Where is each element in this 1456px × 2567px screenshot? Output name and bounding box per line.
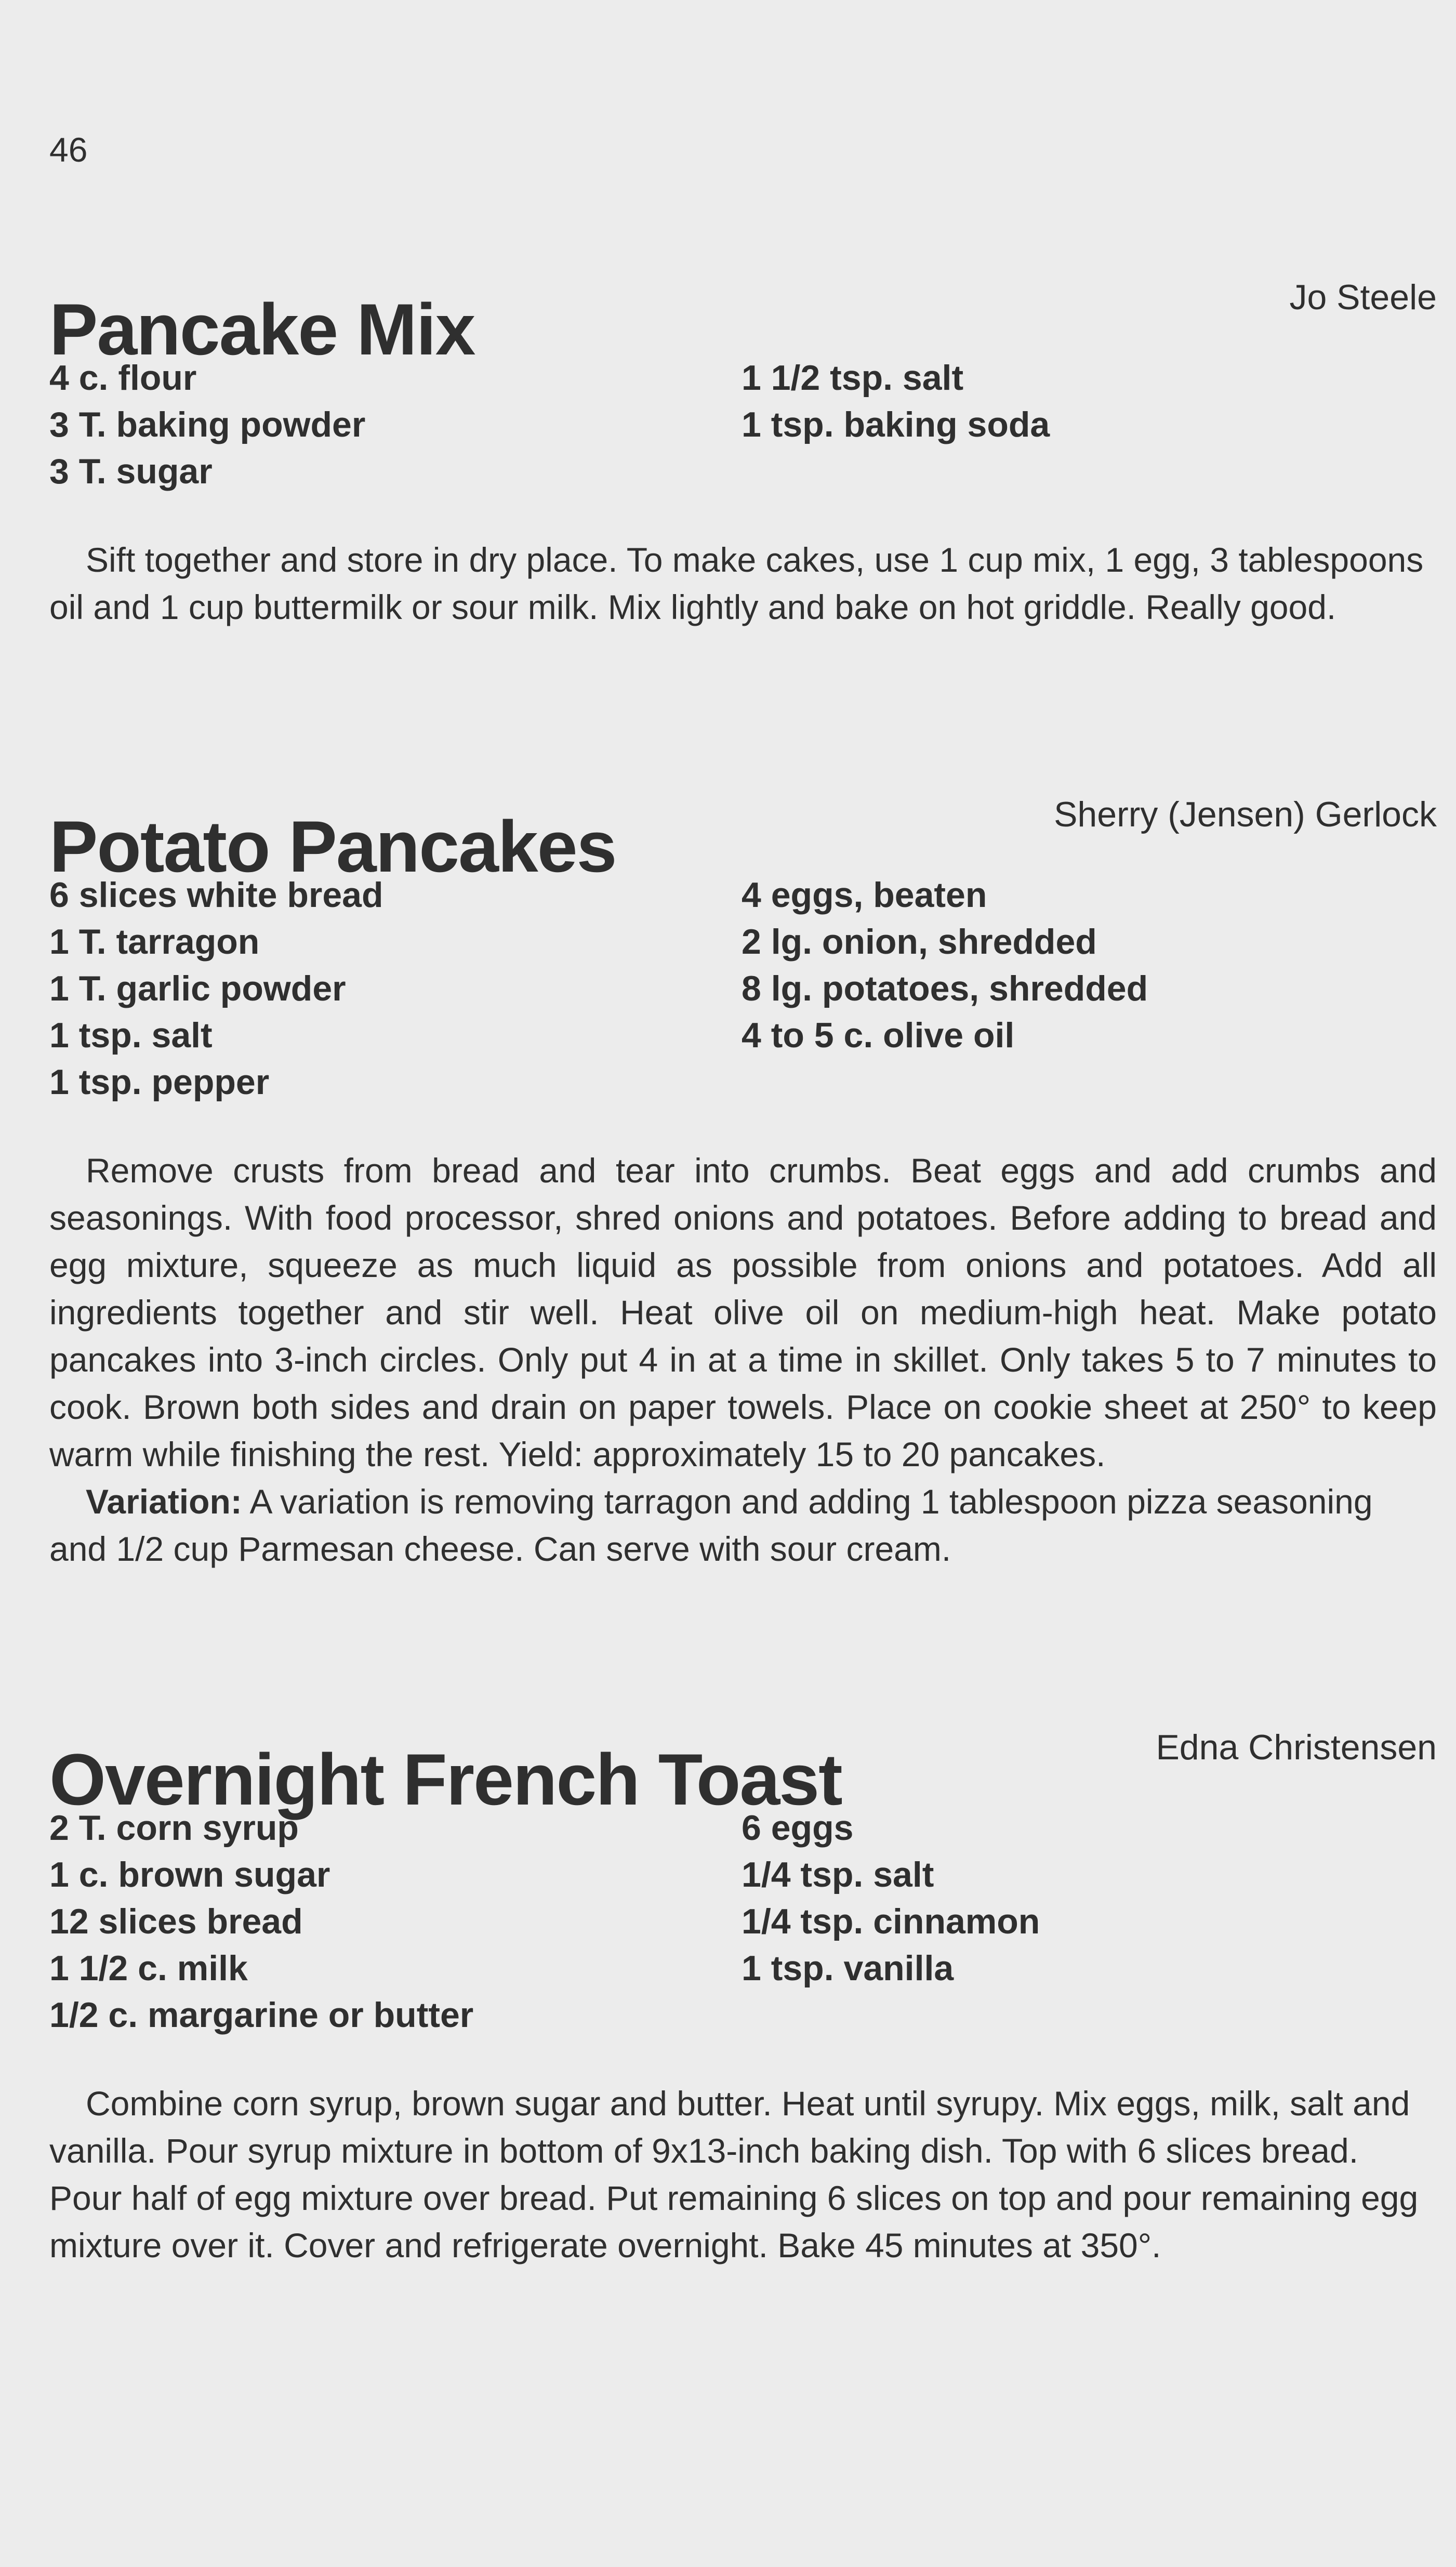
recipe-directions [49, 1147, 1437, 1573]
recipe-title: Pancake Mix [49, 288, 475, 370]
directions-paragraph: Sift together and store in dry place. To make cakes, use 1 cup mix, 1 egg, 3 tablespoons oil and 1 cup buttermilk or sour milk. Mix lightly and bake on hot griddle. Really good. [49, 541, 1424, 626]
ingredient-item: 1 T. tarragon [49, 922, 260, 962]
directions-paragraph: Combine corn syrup, brown sugar and butter. Heat until syrupy. Mix eggs, milk, salt and vanilla. Pour syrup mixture in bottom of 9x13-inch baking dish. Top with 6 slices bread. Pour half of egg mixture over bread. Put remaining 6 slices on top and pour remaining egg mixture over it. Cover and refrigerate overnight. Bake 45 minutes at 350°. [49, 2084, 1419, 2265]
ingredient-column-right [742, 354, 1417, 495]
ingredient-item: 4 eggs, beaten [742, 875, 987, 915]
ingredient-item: 1/4 tsp. salt [742, 1855, 934, 1894]
variation-label: Variation: [86, 1482, 242, 1521]
recipe-title: Potato Pancakes [49, 805, 616, 887]
ingredient-item: 1 tsp. baking soda [742, 405, 1050, 444]
ingredient-item: 6 slices white bread [49, 875, 383, 915]
ingredient-column-left [49, 354, 742, 495]
ingredient-item: 1 c. brown sugar [49, 1855, 330, 1894]
recipe-header [49, 239, 1437, 370]
ingredient-item: 4 to 5 c. olive oil [742, 1016, 1015, 1055]
ingredient-item: 1 tsp. salt [49, 1016, 213, 1055]
recipe-header [49, 756, 1437, 887]
ingredient-list [49, 354, 1437, 495]
ingredient-item: 12 slices bread [49, 1902, 303, 1941]
ingredient-item: 1 1/2 c. milk [49, 1949, 248, 1988]
recipe-author: Jo Steele [1289, 278, 1437, 317]
variation-paragraph [49, 1478, 1437, 1573]
ingredient-item: 3 T. sugar [49, 452, 213, 491]
ingredient-list [49, 1805, 1437, 2038]
variation-text: A variation is removing tarragon and adding 1 tablespoon pizza seasoning and 1/2 cup Parmesan cheese. Can serve with sour cream. [49, 1482, 1373, 1568]
ingredient-column-right [742, 1805, 1417, 2038]
recipe-directions [49, 2080, 1437, 2269]
ingredient-column-right [742, 872, 1417, 1105]
recipe-pancake-mix [49, 239, 1437, 631]
ingredient-item: 4 c. flour [49, 358, 197, 398]
ingredient-list [49, 872, 1437, 1105]
recipe-author: Sherry (Jensen) Gerlock [1054, 795, 1437, 834]
ingredient-item: 1 T. garlic powder [49, 969, 346, 1008]
ingredient-item: 1 tsp. vanilla [742, 1949, 954, 1988]
recipe-header [49, 1689, 1437, 1820]
ingredient-item: 1/2 c. margarine or butter [49, 1995, 474, 2035]
ingredient-item: 6 eggs [742, 1808, 854, 1848]
ingredient-item: 1 1/2 tsp. salt [742, 358, 964, 398]
ingredient-column-left [49, 1805, 742, 2038]
recipe-author: Edna Christensen [1156, 1728, 1437, 1767]
ingredient-item: 1/4 tsp. cinnamon [742, 1902, 1040, 1941]
ingredient-item: 2 T. corn syrup [49, 1808, 299, 1848]
recipe-title: Overnight French Toast [49, 1738, 842, 1820]
recipe-overnight-french-toast [49, 1689, 1437, 2269]
recipe-potato-pancakes [49, 756, 1437, 1573]
ingredient-item: 1 tsp. pepper [49, 1062, 270, 1102]
ingredient-item: 2 lg. onion, shredded [742, 922, 1097, 962]
page-number: 46 [49, 130, 88, 169]
ingredient-column-left [49, 872, 742, 1105]
ingredient-item: 3 T. baking powder [49, 405, 366, 444]
ingredient-item: 8 lg. potatoes, shredded [742, 969, 1148, 1008]
recipe-directions [49, 536, 1437, 631]
directions-paragraph: Remove crusts from bread and tear into crumbs. Beat eggs and add crumbs and seasonings. With food processor, shred onions and potatoes. Before adding to bread and egg mixture, squeeze as much liquid as possible from onions and potatoes. Add all ingredients together and stir well. Heat olive oil on medium-high heat. Make potato pancakes into 3-inch circles. Only put 4 in at a time in skillet. Only takes 5 to 7 minutes to cook. Brown both sides and drain on paper towels. Place on cookie sheet at 250° to keep warm while finishing the rest. Yield: approximately 15 to 20 pancakes. [49, 1151, 1437, 1473]
